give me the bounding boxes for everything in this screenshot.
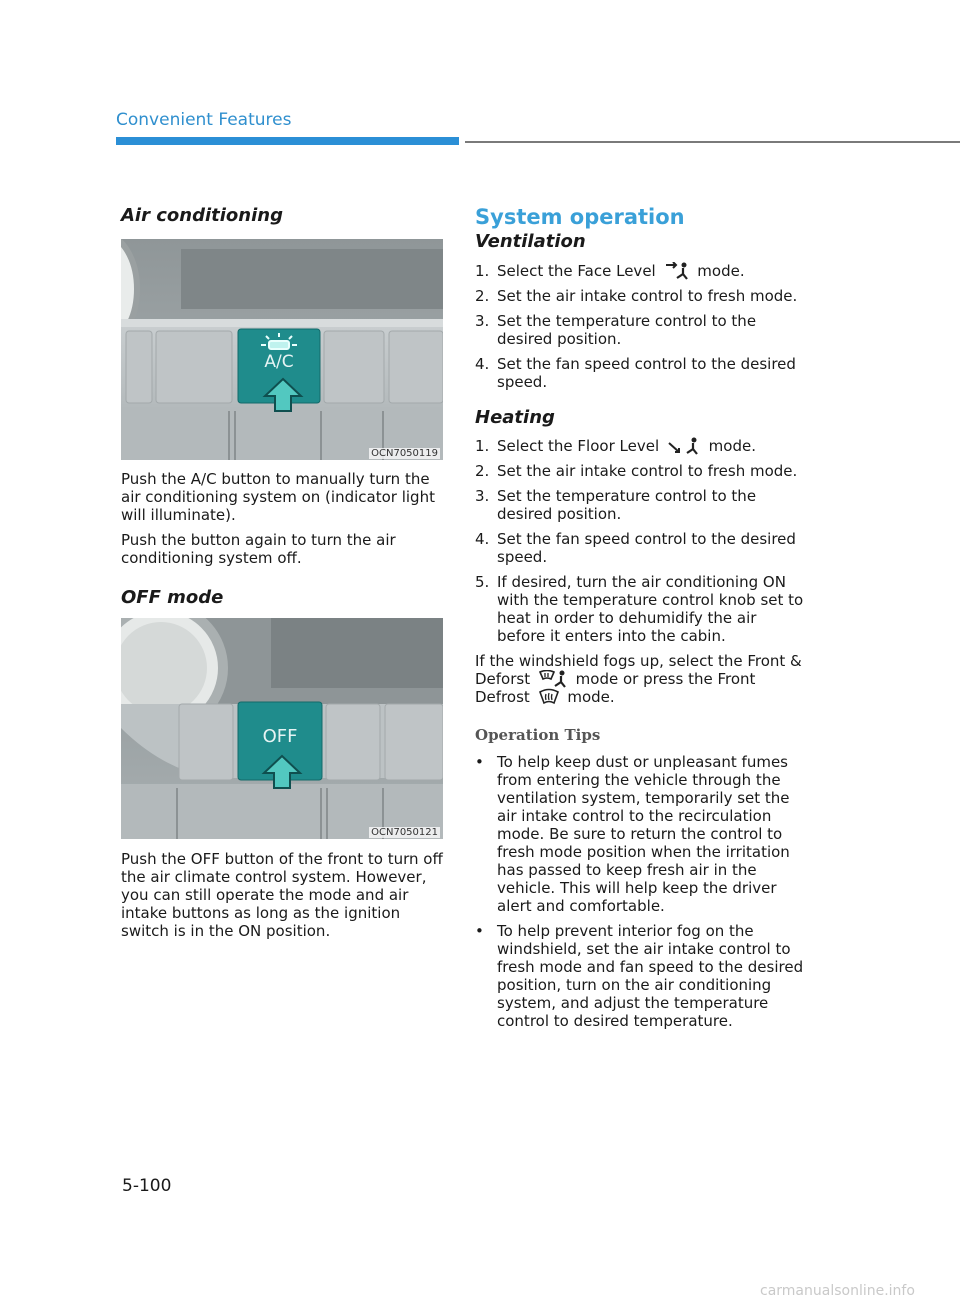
watermark: carmanualsonline.info: [760, 1283, 915, 1299]
page-number: 5-100: [122, 1176, 172, 1196]
face-level-icon: [664, 262, 690, 280]
section-title: Convenient Features: [116, 110, 292, 130]
header-rule: [465, 141, 960, 143]
ac-image-code: OCN7050119: [371, 448, 438, 459]
list-item: 2. Set the air intake control to fresh mode.: [475, 287, 798, 305]
defrost-note: If the windshield fogs up, select the Front & Deforst mode or press the Front Defrost mode.: [475, 652, 802, 706]
right-column: [475, 205, 805, 1037]
ventilation-steps: [475, 262, 805, 391]
floor-level-icon: [667, 437, 701, 455]
list-item: 3. Set the temperature control to the desired position.: [475, 312, 757, 348]
list-item: • To help prevent interior fog on the windshield, set the air intake control to fresh mode and fan speed to the desired position, turn on the air conditioning system, and adjust the temperature control to desired temperature.: [475, 922, 804, 1030]
operation-tips-heading: Operation Tips: [475, 726, 601, 744]
list-item: 5. If desired, turn the air conditioning ON with the temperature control knob set to heat in order to dehumidify the air before it enters into the cabin.: [475, 573, 804, 645]
ac-heading: Air conditioning: [121, 205, 283, 226]
off-paragraph: Push the OFF button of the front to turn off the air climate control system. However, you can still operate the mode and air intake buttons as long as the ignition switch is in the ON position.: [121, 850, 443, 940]
ac-button-label: A/C: [264, 352, 294, 372]
ac-paragraph-2: Push the button again to turn the air conditioning system off.: [121, 531, 396, 567]
list-item: 2. Set the air intake control to fresh mode.: [475, 462, 798, 480]
header-accent-bar: [116, 137, 459, 145]
ac-button-photo: [121, 239, 443, 460]
list-item: 4. Set the fan speed control to the desired speed.: [475, 355, 796, 391]
off-image-code: OCN7050121: [371, 827, 438, 838]
list-item: 4. Set the fan speed control to the desired speed.: [475, 530, 796, 566]
system-operation-title: System operation: [475, 205, 685, 229]
ac-paragraph-1: Push the A/C button to manually turn the air conditioning system on (indicator light will illuminate).: [121, 470, 435, 524]
operation-tips-list: [475, 753, 805, 1030]
list-item: 3. Set the temperature control to the desired position.: [475, 487, 757, 523]
front-defrost-icon: [538, 688, 560, 706]
list-item: 1. Select the Face Level mode.: [475, 262, 745, 280]
left-column: [121, 205, 443, 940]
ventilation-heading: Ventilation: [475, 231, 586, 252]
off-button-photo: [121, 618, 443, 839]
heating-steps: [475, 437, 805, 645]
list-item: 1. Select the Floor Level mode.: [475, 437, 756, 455]
off-heading: OFF mode: [121, 587, 224, 608]
off-button-label: OFF: [262, 726, 298, 747]
front-and-defrost-icon: [538, 670, 568, 688]
list-item: • To help keep dust or unpleasant fumes from entering the vehicle through the ventilation system, temporarily set the air intake control to the recirculation mode. Be sure to return the control to fresh mode position when the irritation has passed to keep fresh air in the vehicle. This will help keep the driver alert and comfortable.: [475, 753, 790, 915]
heating-heading: Heating: [475, 407, 555, 428]
